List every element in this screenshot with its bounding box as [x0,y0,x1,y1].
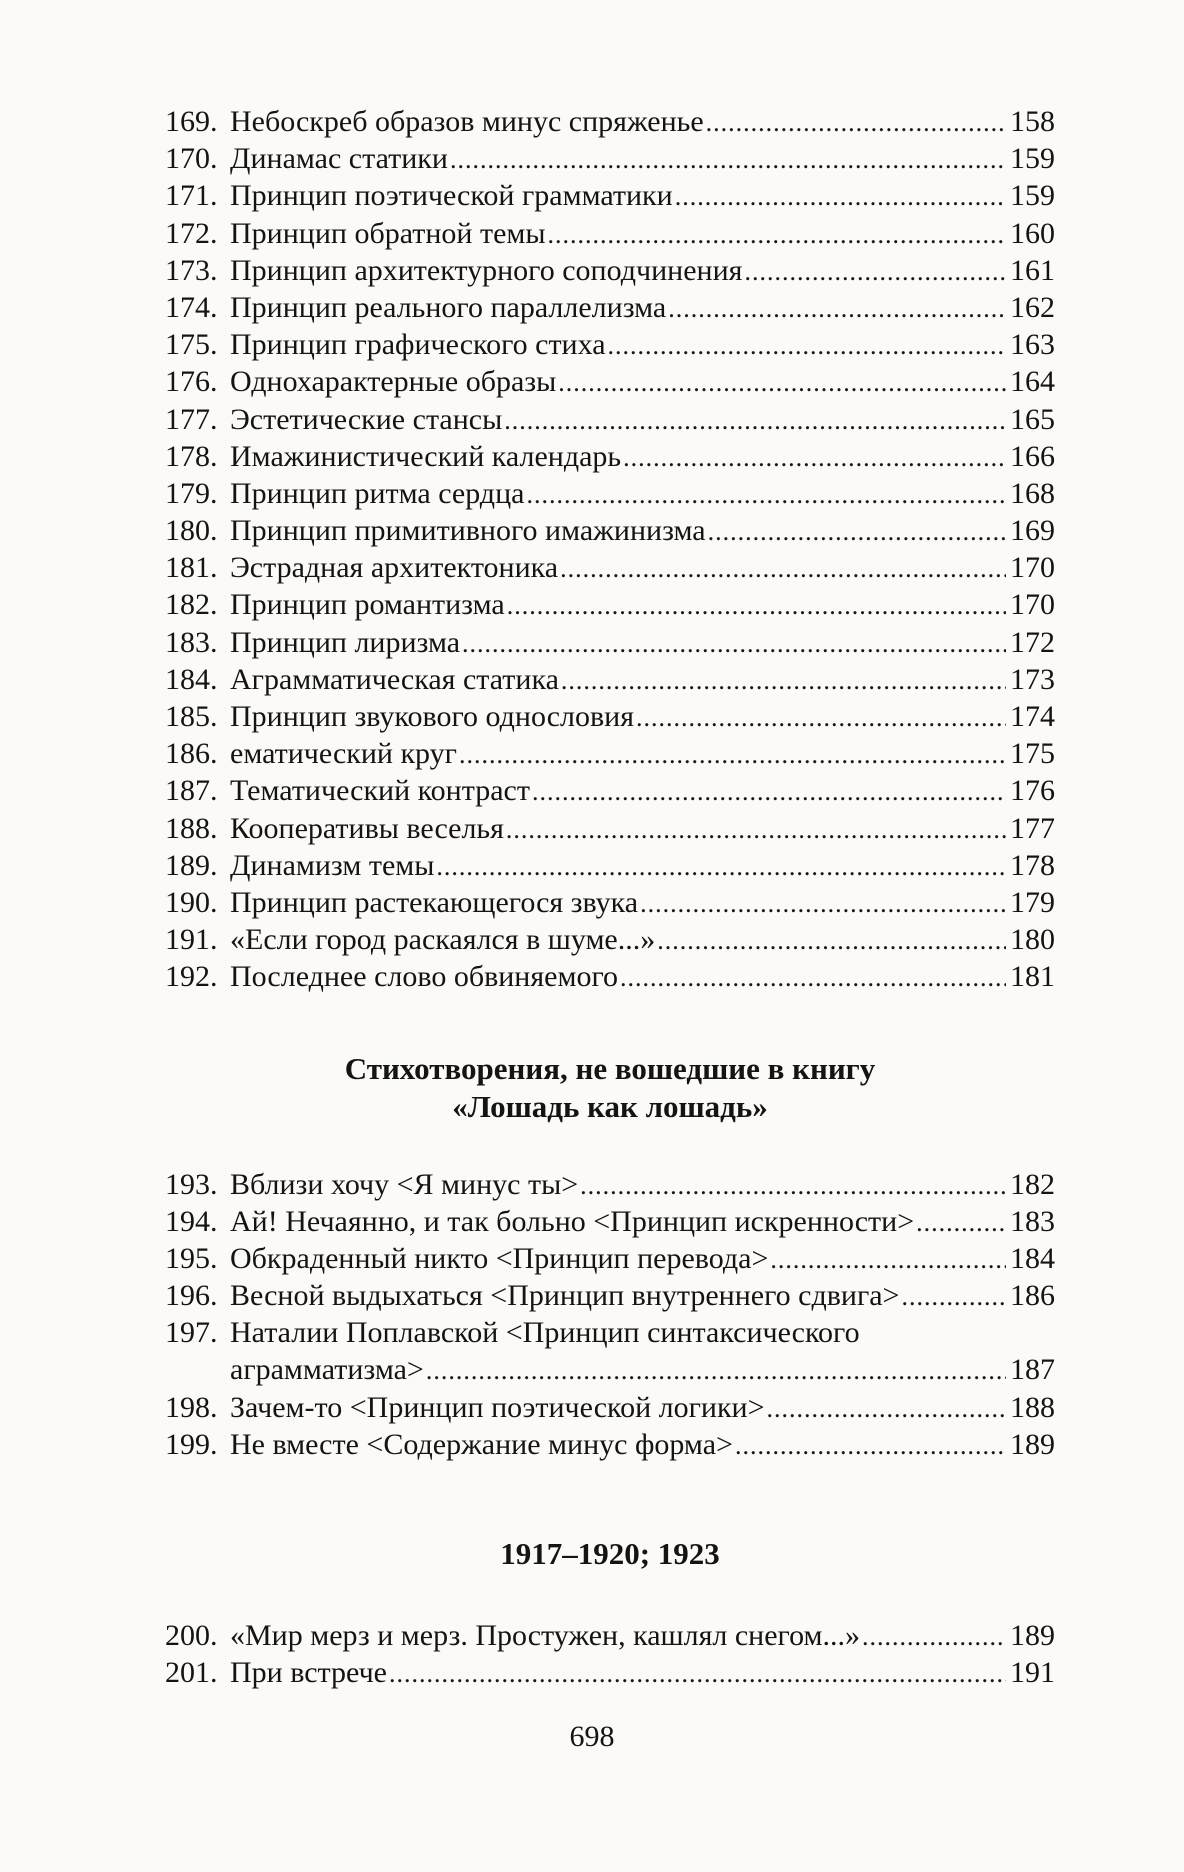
entry-line [230,549,1055,587]
dot-leader [640,885,1006,922]
toc-entry [165,735,1055,772]
entry-title: При встрече [230,1654,389,1691]
entry-number: 197. [165,1316,218,1350]
entry-title: Вблизи хочу <Я минус ты> [230,1166,580,1203]
dot-leader [862,1618,1006,1655]
section-heading-line-2: «Лошадь как лошадь» [452,1088,768,1124]
dot-leader [532,773,1006,810]
entry-number: 201. [165,1656,218,1690]
entry-number: 177. [165,402,218,436]
entry-title: Эстрадная архитектоника [230,549,560,586]
toc-entry [165,177,1055,214]
dot-leader [675,178,1006,215]
dot-leader [558,364,1006,401]
toc-entry [165,1277,1055,1314]
entry-title: Не вместе <Содержание минус форма> [230,1426,735,1463]
entry-page-number: 170 [1010,551,1055,585]
entry-line [230,1203,1055,1241]
dot-leader [548,216,1006,253]
entry-page-number: 175 [1010,737,1055,771]
entry-number: 193. [165,1167,218,1201]
entry-number: 200. [165,1619,218,1653]
toc-entry [165,661,1055,698]
dot-leader [450,141,1006,178]
entry-number: 184. [165,662,218,696]
toc-entry [165,140,1055,177]
entry-line [230,1351,1055,1389]
entry-line [230,1654,1055,1692]
entry-line [230,1277,1055,1315]
entry-number: 189. [165,848,218,882]
toc-entry [165,958,1055,995]
dot-leader [389,1655,1006,1692]
dot-leader [636,699,1006,736]
entry-line [230,661,1055,699]
entry-line [230,103,1055,141]
entry-line [230,586,1055,624]
entry-number: 170. [165,142,218,176]
entry-title: Принцип графического стиха [230,326,608,363]
dot-leader [744,253,1006,290]
entry-title: Динамас статики [230,140,450,177]
dot-leader [462,625,1006,662]
entry-number: 175. [165,328,218,362]
section-heading-line-1: Стихотворения, не вошедшие в книгу [344,1050,876,1086]
entry-line [230,1426,1055,1464]
entry-number: 172. [165,216,218,250]
entry-line [230,847,1055,885]
dot-leader [706,104,1006,141]
entry-number: 194. [165,1204,218,1238]
toc-entry [165,549,1055,586]
dot-leader [526,476,1006,513]
dot-leader [560,550,1006,587]
entry-line [230,177,1055,215]
entry-number: 169. [165,105,218,138]
entry-number: 179. [165,476,218,510]
dot-leader [459,736,1006,773]
entry-line [230,1389,1055,1427]
entry-page-number: 172 [1010,625,1055,659]
entry-title: Принцип звукового однословия [230,698,636,735]
entry-title: Аграмматическая статика [230,661,561,698]
section-heading-years-text: 1917–1920; 1923 [500,1536,720,1572]
entry-page-number: 174 [1010,700,1055,733]
entry-title: Однохарактерные образы [230,363,558,400]
entry-number: 178. [165,439,218,473]
entry-number: 187. [165,774,218,808]
dot-leader [506,811,1006,848]
entry-number: 198. [165,1390,218,1424]
entry-number: 183. [165,625,218,659]
toc-entry [165,810,1055,847]
toc-entry [165,289,1055,326]
toc-entry [165,512,1055,549]
entry-title: Обкраденный никто <Принцип перевода> [230,1240,770,1277]
entry-title: Ай! Нечаянно, и так больно <Принцип искренности> [230,1203,916,1240]
entry-line [230,401,1055,439]
entry-page-number: 161 [1010,253,1055,287]
toc-entry [165,1314,1055,1388]
entry-title: Кооперативы веселья [230,810,506,847]
table-of-contents-page [165,103,1055,1691]
section-heading [165,1050,1055,1126]
toc-entry [165,401,1055,438]
entry-line [230,289,1055,327]
entry-title: Последнее слово обвиняемого [230,958,620,995]
entry-page-number: 159 [1010,142,1055,176]
dot-leader [608,327,1006,364]
entry-line [230,326,1055,364]
dot-leader [580,1167,1006,1204]
dot-leader [901,1278,1006,1315]
entry-number: 180. [165,514,218,548]
entry-number: 176. [165,365,218,399]
entry-title: Тематический контраст [230,772,532,809]
entry-line [230,810,1055,848]
entry-line [230,1240,1055,1278]
entry-line [230,772,1055,810]
entry-number: 196. [165,1279,218,1313]
dot-leader [916,1204,1006,1241]
toc-entry [165,1203,1055,1240]
entry-page-number: 177 [1010,811,1055,845]
entry-title: Принцип лиризма [230,624,462,661]
entry-line [230,735,1055,773]
entry-number: 174. [165,290,218,324]
entry-title: Принцип ритма сердца [230,475,526,512]
entry-page-number: 158 [1010,105,1055,138]
entry-page-number: 165 [1010,402,1055,436]
entry-number: 195. [165,1241,218,1275]
entry-page-number: 180 [1010,923,1055,957]
section-heading-years [165,1535,1055,1573]
entry-number: 182. [165,588,218,622]
entry-page-number: 160 [1010,216,1055,250]
dot-leader [767,1390,1006,1427]
toc-entry [165,1166,1055,1203]
entry-line [230,438,1055,476]
entry-page-number: 189 [1010,1619,1055,1653]
toc-entry [165,363,1055,400]
toc-entry [165,326,1055,363]
entry-line [230,363,1055,401]
entry-title: Принцип архитектурного соподчинения [230,252,744,289]
entry-line [230,252,1055,290]
entry-title: Весной выдыхаться <Принцип внутреннего сдвига> [230,1277,901,1314]
dot-leader [657,922,1006,959]
entry-number: 190. [165,885,218,919]
toc-entry [165,772,1055,809]
toc-entry [165,884,1055,921]
dot-leader [623,439,1006,476]
toc-section-1 [165,103,1055,996]
dot-leader [620,959,1006,996]
entry-page-number: 181 [1010,960,1055,994]
entry-line [230,624,1055,662]
entry-page-number: 186 [1010,1279,1055,1313]
toc-entry [165,1389,1055,1426]
entry-number: 192. [165,960,218,994]
toc-entry [165,586,1055,623]
toc-entry [165,698,1055,735]
dot-leader [436,848,1006,885]
entry-page-number: 184 [1010,1241,1055,1275]
toc-section-3 [165,1617,1055,1691]
dot-leader [735,1427,1006,1464]
toc-entry [165,1240,1055,1277]
entry-line [230,698,1055,736]
entry-line [230,958,1055,996]
page-number: 698 [569,1720,615,1753]
entry-page-number: 189 [1010,1427,1055,1461]
toc-entry [165,1617,1055,1654]
entry-line [230,215,1055,253]
toc-section-2 [165,1166,1055,1464]
entry-page-number: 191 [1010,1656,1055,1690]
toc-entry [165,438,1055,475]
entry-number: 186. [165,737,218,771]
dot-leader [561,662,1006,699]
entry-line [230,1166,1055,1204]
toc-entry [165,624,1055,661]
entry-number: 185. [165,700,218,733]
entry-line [230,475,1055,513]
entry-line [230,1617,1055,1655]
entry-title: аграмматизма> [230,1351,426,1388]
entry-page-number: 173 [1010,662,1055,696]
toc-entry [165,475,1055,512]
entry-page-number: 169 [1010,514,1055,548]
dot-leader [507,587,1006,624]
entry-line [230,512,1055,550]
entry-page-number: 164 [1010,365,1055,399]
entry-number: 171. [165,179,218,213]
entry-page-number: 188 [1010,1390,1055,1424]
entry-title: «Мир мерз и мерз. Простужен, кашлял снегом...» [230,1617,862,1654]
entry-line [230,884,1055,922]
entry-page-number: 162 [1010,290,1055,324]
entry-page-number: 178 [1010,848,1055,882]
entry-page-number: 166 [1010,439,1055,473]
entry-title: Небоскреб образов минус спряженье [230,103,706,140]
toc-entry [165,103,1055,140]
entry-number: 199. [165,1427,218,1461]
toc-entry [165,921,1055,958]
entry-number: 191. [165,923,218,957]
toc-entry [165,215,1055,252]
entry-page-number: 163 [1010,328,1055,362]
toc-entry [165,847,1055,884]
entry-page-number: 187 [1010,1353,1055,1387]
entry-page-number: 176 [1010,774,1055,808]
entry-title: Динамизм темы [230,847,436,884]
entry-line [230,140,1055,178]
entry-title: Зачем-то <Принцип поэтической логики> [230,1389,767,1426]
entry-title: ематический круг [230,735,459,772]
entry-title: Принцип обратной темы [230,215,548,252]
entry-title: Принцип романтизма [230,586,507,623]
entry-page-number: 168 [1010,476,1055,510]
dot-leader [426,1352,1006,1389]
toc-entry [165,1426,1055,1463]
entry-page-number: 159 [1010,179,1055,213]
toc-entry [165,252,1055,289]
entry-number: 173. [165,253,218,287]
entry-title: «Если город раскаялся в шуме...» [230,921,657,958]
entry-title: Имажинистический календарь [230,438,623,475]
entry-title: Принцип примитивного имажинизма [230,512,708,549]
entry-number: 181. [165,551,218,585]
entry-page-number: 170 [1010,588,1055,622]
toc-entry [165,1654,1055,1691]
entry-page-number: 182 [1010,1167,1055,1201]
entry-page-number: 179 [1010,885,1055,919]
entry-title: Принцип реального параллелизма [230,289,668,326]
dot-leader [770,1241,1006,1278]
dot-leader [504,402,1006,439]
entry-title: Эстетические стансы [230,401,504,438]
dot-leader [668,290,1006,327]
entry-page-number: 183 [1010,1204,1055,1238]
dot-leader [708,513,1006,550]
entry-title: Принцип растекающегося звука [230,884,640,921]
entry-title: Принцип поэтической грамматики [230,177,675,214]
entry-number: 188. [165,811,218,845]
entry-title-line-1: Наталии Поплавской <Принцип синтаксического [230,1316,860,1350]
entry-line [230,921,1055,959]
